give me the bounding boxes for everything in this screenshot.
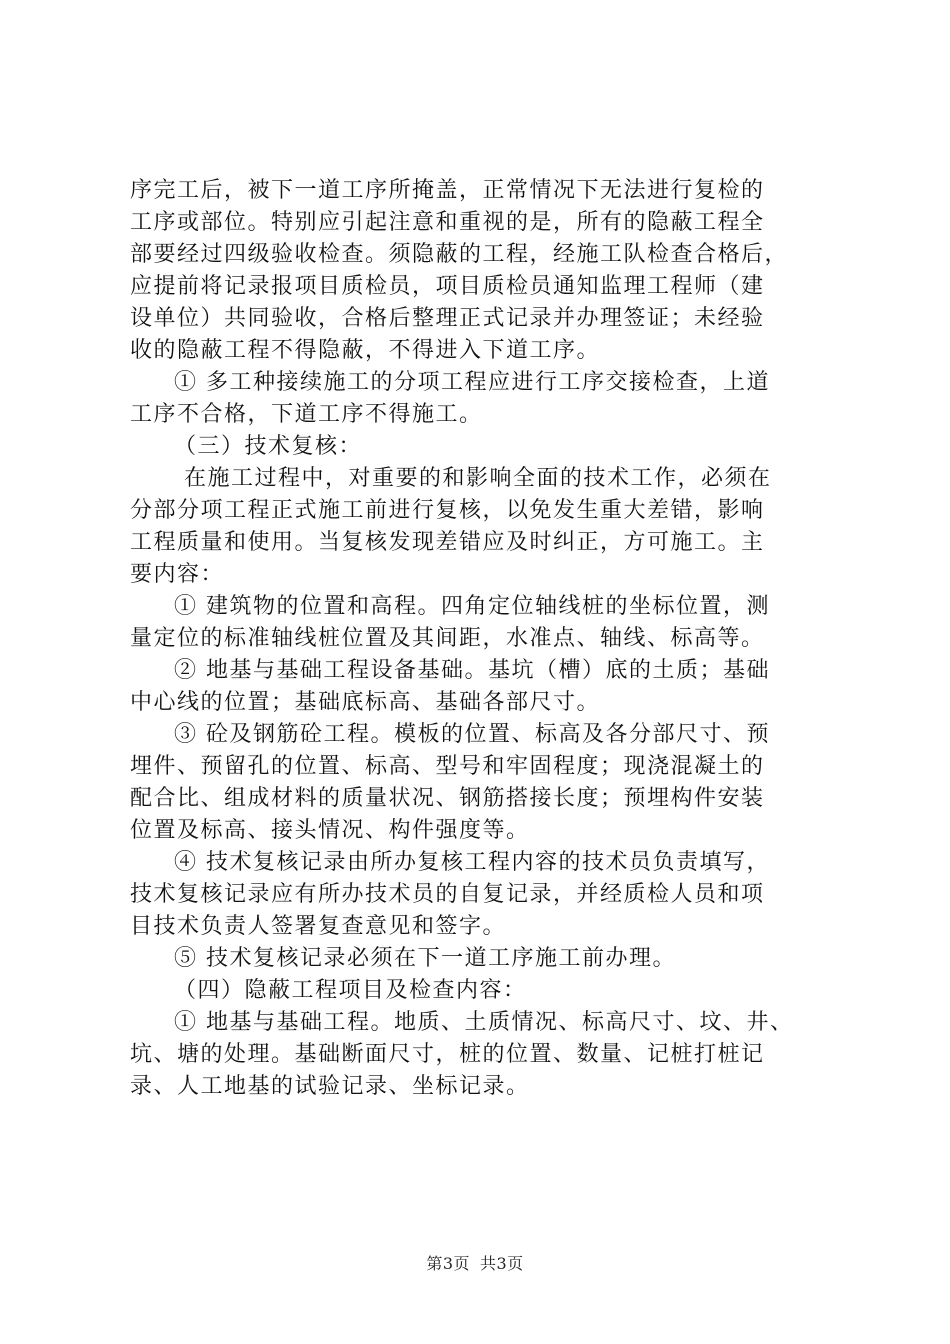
text-line: 位置及标高、接头情况、构件强度等。: [130, 818, 530, 843]
text-line: 技术复核记录应有所办技术员的自复记录，并经质检人员和项: [130, 882, 765, 907]
page-number: 第3页: [426, 1254, 470, 1273]
text-line: 中心线的位置；基础底标高、基础各部尺寸。: [130, 690, 601, 715]
text-line: 序完工后，被下一道工序所掩盖，正常情况下无法进行复检的: [130, 178, 765, 203]
document-body: [130, 175, 830, 1103]
text-line: 分部分项工程正式施工前进行复核，以免发生重大差错，影响: [130, 498, 765, 523]
page-footer: [0, 1254, 950, 1274]
text-line: 要内容：: [130, 562, 225, 587]
list-item-start: ① 地基与基础工程。地质、土质情况、标高尺寸、坟、井、: [174, 1010, 794, 1035]
list-item-start: ② 地基与基础工程设备基础。基坑（槽）底的土质；基础: [174, 658, 770, 683]
list-item-start: ① 多工种接续施工的分项工程应进行工序交接检查，上道: [174, 370, 770, 395]
list-item-start: ① 建筑物的位置和高程。四角定位轴线桩的坐标位置，测: [174, 594, 770, 619]
text-line: 量定位的标准轴线桩位置及其间距，水准点、轴线、标高等。: [130, 626, 765, 651]
list-item-start: ⑤ 技术复核记录必须在下一道工序施工前办理。: [174, 946, 676, 971]
text-line: 工序或部位。特别应引起注意和重视的是，所有的隐蔽工程全: [130, 210, 765, 235]
text-line: 录、人工地基的试验记录、坐标记录。: [130, 1074, 530, 1099]
text-line: 应提前将记录报项目质检员，项目质检员通知监理工程师（建: [130, 274, 765, 299]
section-heading: （四）隐蔽工程项目及检查内容：: [174, 978, 527, 1003]
list-item-start: ③ 砼及钢筋砼工程。模板的位置、标高及各分部尺寸、预: [174, 722, 770, 747]
text-line: 收的隐蔽工程不得隐蔽，不得进入下道工序。: [130, 338, 601, 363]
list-item-start: ④ 技术复核记录由所办复核工程内容的技术员负责填写，: [174, 850, 770, 875]
text-line: 设单位）共同验收，合格后整理正式记录并办理签证；未经验: [130, 306, 765, 331]
paragraph-start: 在施工过程中，对重要的和影响全面的技术工作，必须在: [184, 466, 772, 491]
text-line: 工程质量和使用。当复核发现差错应及时纠正，方可施工。主: [130, 530, 765, 555]
text-line: 埋件、预留孔的位置、标高、型号和牢固程度；现浇混凝土的: [130, 754, 765, 779]
page-total: 共3页: [480, 1254, 524, 1273]
text-line: 工序不合格，下道工序不得施工。: [130, 402, 483, 427]
text-line: 坑、塘的处理。基础断面尺寸，桩的位置、数量、记桩打桩记: [130, 1042, 765, 1067]
section-heading: （三）技术复核：: [174, 434, 363, 459]
text-line: 目技术负责人签署复查意见和签字。: [130, 914, 507, 939]
text-line: 配合比、组成材料的质量状况、钢筋搭接长度；预埋构件安装: [130, 786, 765, 811]
text-line: 部要经过四级验收检查。须隐蔽的工程，经施工队检查合格后，: [130, 242, 789, 267]
